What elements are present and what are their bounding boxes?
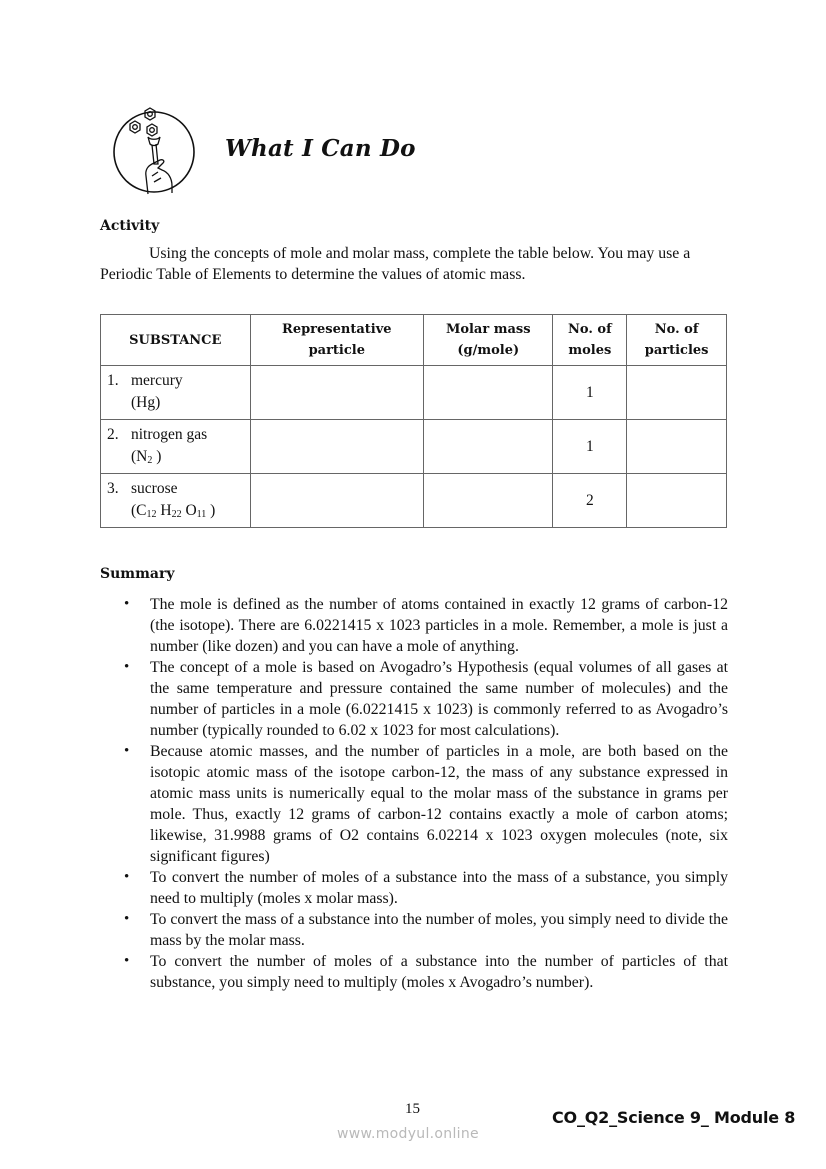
summary-list — [100, 594, 728, 993]
column-header-representative-particle: Representative particle — [250, 315, 423, 366]
list-item: • Because atomic masses, and the number of particles in a mole, are both based on the isotopic atomic mass of the isotope carbon-12, the mass of any substance expressed in atomic mass units is numerically equal to the molar mass of the substance in grams per mole. Thus, exactly 12 grams of carbon-12 contains exactly a mole of carbon atoms; likewise, 31.9988 grams of O2 contains 6.02214 x 1023 oxygen molecules (note, six significant figures) — [124, 743, 728, 865]
column-header-molar-mass: Molar mass (g/mole) — [424, 315, 553, 366]
particles-cell[interactable] — [627, 420, 727, 474]
representative-particle-cell[interactable] — [250, 474, 423, 528]
particles-cell[interactable] — [627, 474, 727, 528]
list-item: • To convert the mass of a substance into the number of moles, you simply need to divide the mass by the molar mass. — [124, 911, 728, 949]
list-item: • The concept of a mole is based on Avogadro’s Hypothesis (equal volumes of all gases at the same temperature and pressure contained the same number of molecules) and the number of particles in a mole (6.0221415 x 1023) is commonly referred to as Avogadro’s number (typically rounded to 6.02 x 1023 for most calculations). — [124, 659, 728, 739]
activity-heading: Activity — [100, 218, 160, 234]
list-item: • To convert the number of moles of a substance into the number of particles of that substance, you simply need to multiply (moles x Avogadro’s number). — [124, 953, 728, 991]
substance-cell — [101, 474, 251, 528]
hand-wrench-nuts-icon — [112, 106, 198, 196]
molar-mass-cell[interactable] — [424, 420, 553, 474]
row-number: 2. — [107, 425, 119, 443]
column-header-moles: No. of moles — [553, 315, 627, 366]
moles-cell: 1 — [553, 366, 627, 420]
column-header-particles: No. of particles — [627, 315, 727, 366]
substance-name: mercury — [131, 371, 183, 389]
substance-name: nitrogen gas — [131, 425, 208, 443]
activity-instructions: Using the concepts of mole and molar mass, complete the table below. You may use a Periodic Table of Elements to determine the values of atomic mass. — [100, 245, 691, 283]
substance-name: sucrose — [131, 479, 178, 497]
representative-particle-cell[interactable] — [250, 420, 423, 474]
column-header-substance: SUBSTANCE — [101, 315, 251, 366]
activity-table — [100, 314, 727, 528]
bullet-icon: • — [124, 743, 130, 759]
moles-cell: 1 — [553, 420, 627, 474]
table-row — [101, 366, 727, 420]
moles-cell: 2 — [553, 474, 627, 528]
molar-mass-cell[interactable] — [424, 366, 553, 420]
list-item: • To convert the number of moles of a substance into the mass of a substance, you simply need to multiply (moles x molar mass). — [124, 869, 728, 907]
representative-particle-cell[interactable] — [250, 366, 423, 420]
summary-heading: Summary — [100, 566, 175, 582]
substance-cell — [101, 420, 251, 474]
substance-formula: (Hg) — [131, 393, 161, 411]
page-number: 15 — [405, 1101, 420, 1117]
row-number: 1. — [107, 371, 119, 389]
table-header-row — [101, 315, 727, 366]
list-item: • The mole is defined as the number of atoms contained in exactly 12 grams of carbon-12 (the isotope). There are 6.0221415 x 1023 particles in a mole. Remember, a mole is just a number (like dozen) and you can have a mole of anything. — [124, 596, 728, 655]
table-row — [101, 420, 727, 474]
molar-mass-cell[interactable] — [424, 474, 553, 528]
bullet-icon: • — [124, 596, 130, 612]
row-number: 3. — [107, 479, 119, 497]
module-label: CO_Q2_Science 9_ Module 8 — [552, 1108, 796, 1127]
substance-formula: ($N_2$ ) — [131, 447, 162, 466]
bullet-icon: • — [124, 953, 130, 969]
bullet-icon: • — [124, 659, 130, 675]
bullet-icon: • — [124, 911, 130, 927]
substance-formula: ($C_{12}$ $H_{22}$ $O_{11}$ ) — [131, 501, 216, 520]
watermark-link[interactable]: www.modyul.online — [337, 1126, 479, 1142]
particles-cell[interactable] — [627, 366, 727, 420]
section-title: What I Can Do — [225, 135, 416, 162]
bullet-icon: • — [124, 869, 130, 885]
substance-cell — [101, 366, 251, 420]
table-row — [101, 474, 727, 528]
